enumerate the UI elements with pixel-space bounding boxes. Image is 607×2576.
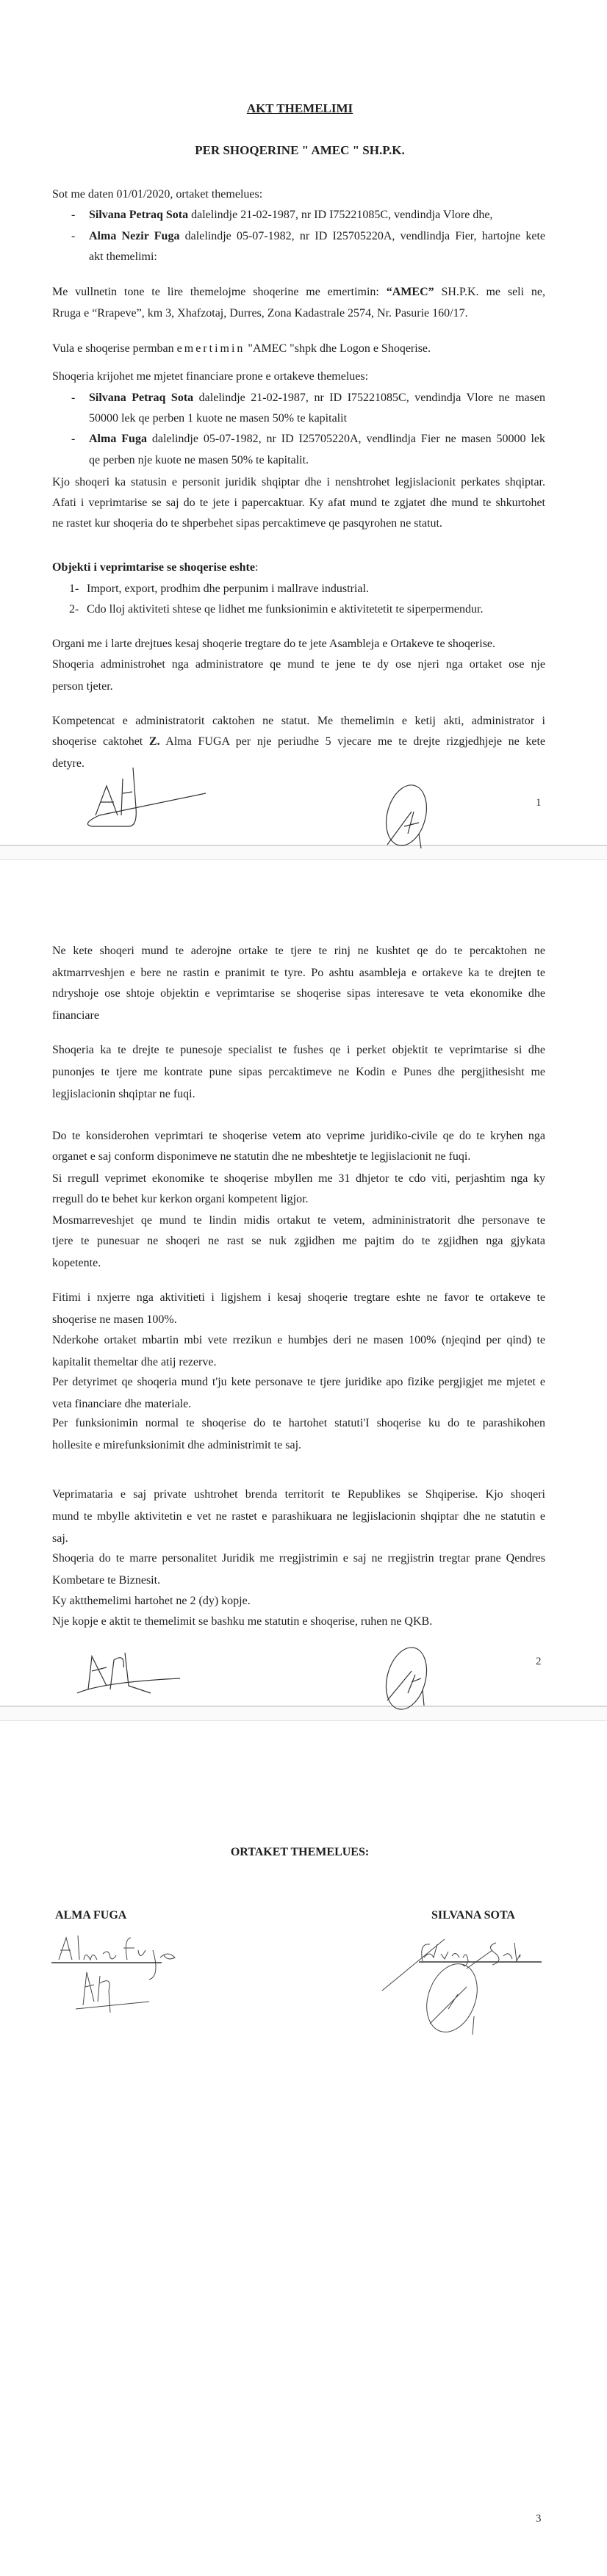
text-segment: dalelindje 21-02-1987, nr ID I75221085C, vendindja Vlore dhe, (188, 209, 493, 221)
text-line: qe perben nje kuote ne masen 50% te kapitalit. (89, 454, 309, 466)
page-number: 1 (536, 797, 542, 809)
text-line: Per detyrimet qe shoqeria mund t'ju kete personave te tjere juridike apo fizike pergjigjet me mjetet e (52, 1376, 545, 1388)
bold-segment: Silvana Petraq Sota (89, 209, 189, 221)
text-line: ne rastet kur shoqeria do te shperbehet sipas percaktimeve qe pasqyrohen ne statut. (52, 517, 442, 530)
text-line: tjere te punesuar ne shoqeri ne rast se nuk zgjidhen me pajtim do te zgjidhen nga gjykata (52, 1235, 545, 1247)
text-line (52, 735, 545, 749)
text-line: person tjeter. (52, 680, 113, 693)
bullet-dash: - (71, 209, 76, 221)
text-line (87, 582, 545, 596)
text-segment: dalelindje 05-07-1982, nr ID I25705220A, vendlindja Fier, hartojne kete (179, 230, 545, 242)
text-line (52, 342, 545, 356)
text-segment: Import, export, prodhim dhe perpunim i mallrave industrial. (87, 582, 369, 595)
bullet-dash: - (71, 433, 76, 445)
text-line (52, 560, 545, 575)
bullet-dash: - (71, 230, 76, 242)
text-line: hollesite e mirefunksionimit dhe administrimit te saj. (52, 1439, 302, 1451)
text-line: Ne kete shoqeri mund te aderojne ortake te tjere te rinj ne kushtet qe do te percaktohen ne (52, 945, 545, 957)
text-line: Mosmarreveshjet qe mund te lindin midis ortakut te vetem, admininistratorit dhe personave te (52, 1214, 545, 1227)
text-line: Afati i veprimtarise se saj do te jete i papercaktuar. Ky afat mund te zgjatet dhe mund te shkurtohet (52, 497, 545, 509)
list-number: 1- (69, 582, 79, 595)
text-line: kopetente. (52, 1257, 101, 1269)
text-line (89, 208, 545, 223)
bold-segment: Objekti i veprimtarise se shoqerise eshte (52, 561, 255, 574)
text-line: Kompetencat e administratorit caktohen ne statut. Me themelimin e ketij akti, administrator i (52, 715, 545, 727)
text-line: Nje kopje e aktit te themelimit se bashku me statutin e shoqerise, ruhen ne QKB. (52, 1615, 433, 1628)
bullet-dash: - (71, 392, 76, 404)
text-segment: dalelindje 21-02-1987, nr ID I75221085C, vendindja Vlore ne masen (193, 392, 545, 404)
text-line: Kjo shoqeri ka statusin e personit juridik shqiptar dhe i nenshtrohet legjislacionit perkates shqiptar. (52, 476, 545, 488)
text-line: ndryshoje ose shtoje objektin e veprimtarise se shoqerise sipas interesave te veta ekonomike dhe (52, 987, 545, 1000)
text-line: akt themelimi: (89, 250, 157, 263)
text-line (52, 285, 545, 300)
text-segment: : (254, 561, 259, 574)
spaced-segment: emertimin (176, 342, 245, 355)
signature-alma-fuga (50, 1932, 197, 2016)
text-line: mund te mbylle aktivitetin e vet ne rastet e parashikuara ne legjislacionin shqiptar dhe ne statutin e (52, 1510, 545, 1523)
text-line (89, 229, 545, 244)
text-line: detyre. (52, 757, 85, 770)
page-divider (0, 845, 607, 860)
text-segment: shoqerise caktohet (52, 735, 149, 748)
signature-silvana-sota (378, 1935, 547, 2035)
text-segment: Cdo lloj aktiviteti shtese qe lidhet me funksionimin e aktivitetetit te siperpermendur. (87, 603, 484, 616)
initials-signature (73, 1645, 191, 1700)
text-segment: SH.P.K. me seli ne, (434, 286, 546, 298)
text-line: Organi me i larte drejtues kesaj shoqerie tregtare do te jete Asambleja e Ortakeve te shoqerise. (52, 638, 496, 650)
document-title (0, 101, 600, 116)
text-line: Shoqeria do te marre personalitet Juridik me rregjistrimin e saj ne rregjistrin tregtar prane Qendres (52, 1552, 545, 1565)
text-line: Do te konsiderohen veprimtari te shoqerise vetem ato veprime juridiko-civile qe do te kryhen nga (52, 1130, 545, 1142)
initials-signature (77, 764, 217, 834)
page-number: 2 (536, 1656, 542, 1667)
text-line (87, 602, 545, 617)
text-line: shoqerise ne masen 100%. (52, 1313, 177, 1326)
text-line: kapitalit themeltar dhe atij rezerve. (52, 1356, 217, 1368)
text-line: organet e saj conform disponimeve ne statutin dhe ne mbeshtetje te legjislacionit ne fuqi. (52, 1150, 471, 1163)
text-segment: Vula e shoqerise permban (52, 342, 177, 355)
founders-heading: ORTAKET THEMELUES: (230, 1846, 370, 1858)
text-line: Kombetare te Biznesit. (52, 1574, 161, 1587)
page-divider (0, 1706, 607, 1721)
text-line: Sot me daten 01/01/2020, ortaket themelues: (52, 188, 263, 201)
text-line: Nderkohe ortaket mbartin mbi vete rrezikun e humbjes deri ne masen 100% (njeqind per qind) te (52, 1334, 545, 1346)
text-line: saj. (52, 1532, 68, 1545)
bold-segment: Silvana Petraq Sota (89, 392, 194, 404)
text-line: Si rregull veprimet ekonomike te shoqerise mbyllen me 31 dhjetor te cdo viti, perjashtim nga ky (52, 1172, 545, 1185)
signatory-name: SILVANA SOTA (431, 1909, 515, 1922)
list-number: 2- (69, 603, 79, 616)
stamp-signature (378, 1645, 437, 1715)
text-line (89, 432, 545, 447)
text-line: Shoqeria administrohet nga administratore qe mund te jene te dy ose njeri nga ortaket ose nje (52, 658, 545, 671)
signatory-name: ALMA FUGA (55, 1909, 127, 1922)
text-segment: "AMEC "shpk dhe Logon e Shoqerise. (245, 342, 431, 355)
text-line: Rruga e “Rrapeve”, km 3, Xhafzotaj, Durres, Zona Kadastrale 2574, Nr. Pasurie 160/17. (52, 307, 468, 320)
text-line: Shoqeria ka te drejte te punesoje specialist te fushes qe i perket objektit te veprimtarise si dhe (52, 1044, 545, 1056)
text-segment: Alma FUGA per nje periudhe 5 vjecare me te drejte rizgjedhjeje ne kete (159, 735, 545, 748)
text-line: rregull do te behet kur kerkon organi kompetent ligjor. (52, 1193, 309, 1205)
text-line: 50000 lek qe perben 1 kuote ne masen 50% te kapitalit (89, 412, 348, 425)
text-line: Fitimi i nxjerre nga aktivitieti i ligjshem i kesaj shoqerie tregtare eshte ne favor te ortakeve te (52, 1291, 545, 1304)
stamp-signature (378, 782, 437, 852)
bold-segment: Alma Nezir Fuga (89, 230, 180, 242)
text-line: punonjes te tjere me kontrate pune sipas percaktimeve ne Kodin e Punes dhe pergjithesisht me (52, 1066, 545, 1078)
text-segment: Me vullnetin tone te lire themelojme shoqerine me emertimin: (52, 286, 387, 298)
text-line: veta financiare dhe materiale. (52, 1398, 192, 1410)
text-line (89, 391, 545, 405)
title-text: AKT THEMELIMI (246, 101, 353, 115)
page-number: 3 (536, 2513, 542, 2525)
bold-segment: Alma Fuga (89, 433, 147, 445)
text-line: Veprimataria e saj private ushtrohet brenda territorit te Republikes se Shqiperise. Kjo shoqeri (52, 1488, 545, 1501)
document-subtitle: PER SHOQERINE " AMEC " SH.P.K. (195, 143, 405, 157)
bold-segment: Z. (148, 735, 160, 748)
text-segment: dalelindje 05-07-1982, nr ID I25705220A, vendlindja Fier ne masen 50000 lek (146, 433, 546, 445)
text-line: legjislacionin shqiptar ne fuqi. (52, 1088, 195, 1100)
text-line: aktmarrveshjen e bere ne rastin e pranimit te tyre. Po ashtu asambleja e ortakeve ka te drejten te (52, 967, 545, 979)
text-line: Ky aktthemelimi hartohet ne 2 (dy) kopje. (52, 1595, 251, 1607)
text-line: Per funksionimin normal te shoqerise do te hartohet statuti'I shoqerise ku do te parashikohen (52, 1417, 545, 1429)
bold-segment: “AMEC” (386, 286, 434, 298)
text-line: financiare (52, 1009, 99, 1022)
text-line: Shoqeria krijohet me mjetet financiare prone e ortakeve themelues: (52, 370, 369, 383)
